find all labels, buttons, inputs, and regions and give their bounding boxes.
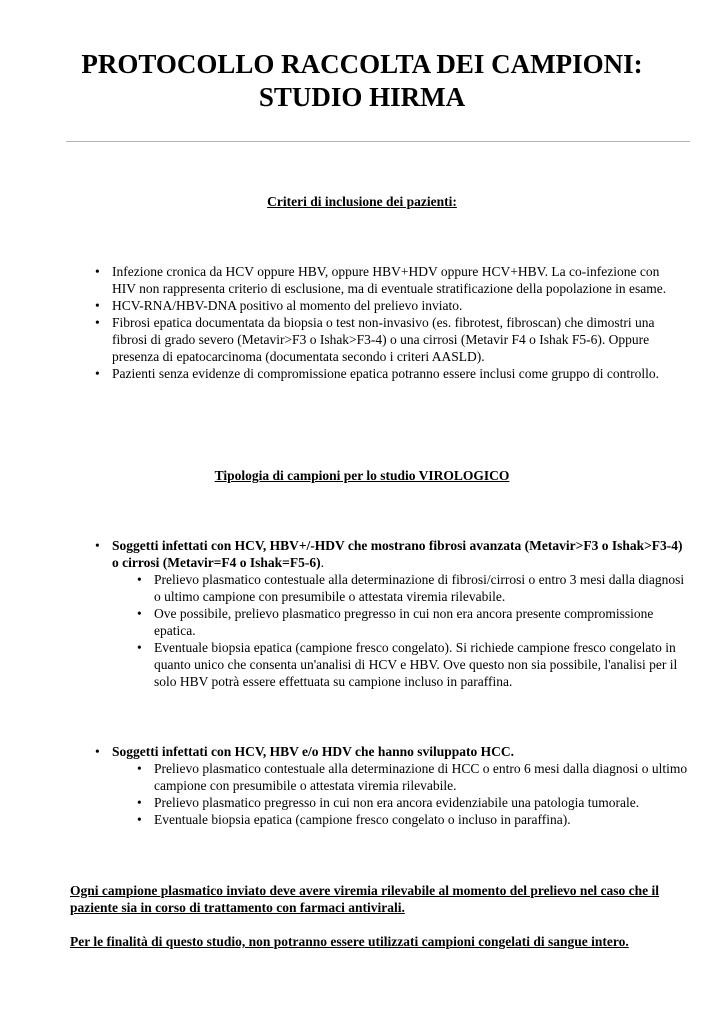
- hcc-samples-list: [154, 760, 694, 828]
- virology-samples-heading: Tipologia di campioni per lo studio VIROLOGICO: [214, 468, 510, 483]
- list-item: • Infezione cronica da HCV oppure HBV, oppure HBV+HDV oppure HCV+HBV. La co-infezione con HIV non rappresenta criterio di esclusione, ma di eventuale stratificazione della popolazione in esame.: [112, 263, 686, 297]
- fibrosis-samples-list: [154, 571, 690, 690]
- list-item: • Prelievo plasmatico contestuale alla determinazione di HCC o entro 6 mesi dalla diagnosi o ultimo campione con presumibile o attestata viremia rilevabile.: [154, 760, 694, 794]
- list-item: • HCV-RNA/HBV-DNA positivo al momento del prelievo inviato.: [112, 297, 686, 314]
- title-divider: [66, 141, 690, 142]
- title-line-1: PROTOCOLLO RACCOLTA DEI CAMPIONI:: [81, 49, 643, 79]
- title-line-2: STUDIO HIRMA: [258, 82, 466, 112]
- list-item: • Pazienti senza evidenze di compromissione epatica potranno essere inclusi come gruppo di controllo.: [112, 365, 686, 382]
- fibrosis-group-list: [112, 537, 686, 690]
- whole-blood-notice: Per le finalità di questo studio, non potranno essere utilizzati campioni congelati di sangue intero.: [70, 934, 629, 949]
- hcc-group-label: Soggetti infettati con HCV, HBV e/o HDV che hanno sviluppato HCC.: [112, 744, 515, 759]
- viremia-notice: Ogni campione plasmatico inviato deve avere viremia rilevabile al momento del prelievo nel caso che il paziente sia in corso di trattamento con farmaci antivirali.: [70, 883, 660, 915]
- list-item: • Eventuale biopsia epatica (campione fresco congelato o incluso in paraffina).: [154, 811, 694, 828]
- list-item: • Fibrosi epatica documentata da biopsia o test non-invasivo (es. fibrotest, fibroscan) che dimostri una fibrosi di grado severo (Metavir>F3 o Ishak>F3-4) o una cirrosi (Metavir F4 o Ishak F5-6). Oppure presenza di epatocarcinoma (documentata secondo i criteri AASLD).: [112, 314, 686, 365]
- fibrosis-group-suffix: .: [320, 555, 324, 570]
- hcc-group-list: [112, 743, 686, 828]
- fibrosis-group-item: [112, 537, 686, 690]
- fibrosis-group-label: Soggetti infettati con HCV, HBV+/-HDV che mostrano fibrosi avanzata (Metavir>F3 o Ishak>F3-4) o cirrosi (Metavir=F4 o Ishak=F5-6): [112, 538, 683, 570]
- list-item: • Prelievo plasmatico pregresso in cui non era ancora evidenziabile una patologia tumorale.: [154, 794, 694, 811]
- hcc-group-item: [112, 743, 686, 828]
- inclusion-criteria-heading: Criteri di inclusione dei pazienti:: [267, 194, 457, 209]
- inclusion-criteria-list: [112, 263, 686, 382]
- list-item: • Eventuale biopsia epatica (campione fresco congelato). Si richiede campione fresco congelato in quanto unico che consenta un'analisi di HCV e HBV. Ove questo non sia possibile, l'analisi per il solo HBV potrà essere effettuata su campione incluso in paraffina.: [154, 639, 690, 690]
- list-item: • Prelievo plasmatico contestuale alla determinazione di fibrosi/cirrosi o entro 3 mesi dalla diagnosi o ultimo campione con presumibile o attestata viremia rilevabile.: [154, 571, 690, 605]
- document-title: [40, 48, 684, 114]
- list-item: • Ove possibile, prelievo plasmatico pregresso in cui non era ancora presente compromissione epatica.: [154, 605, 690, 639]
